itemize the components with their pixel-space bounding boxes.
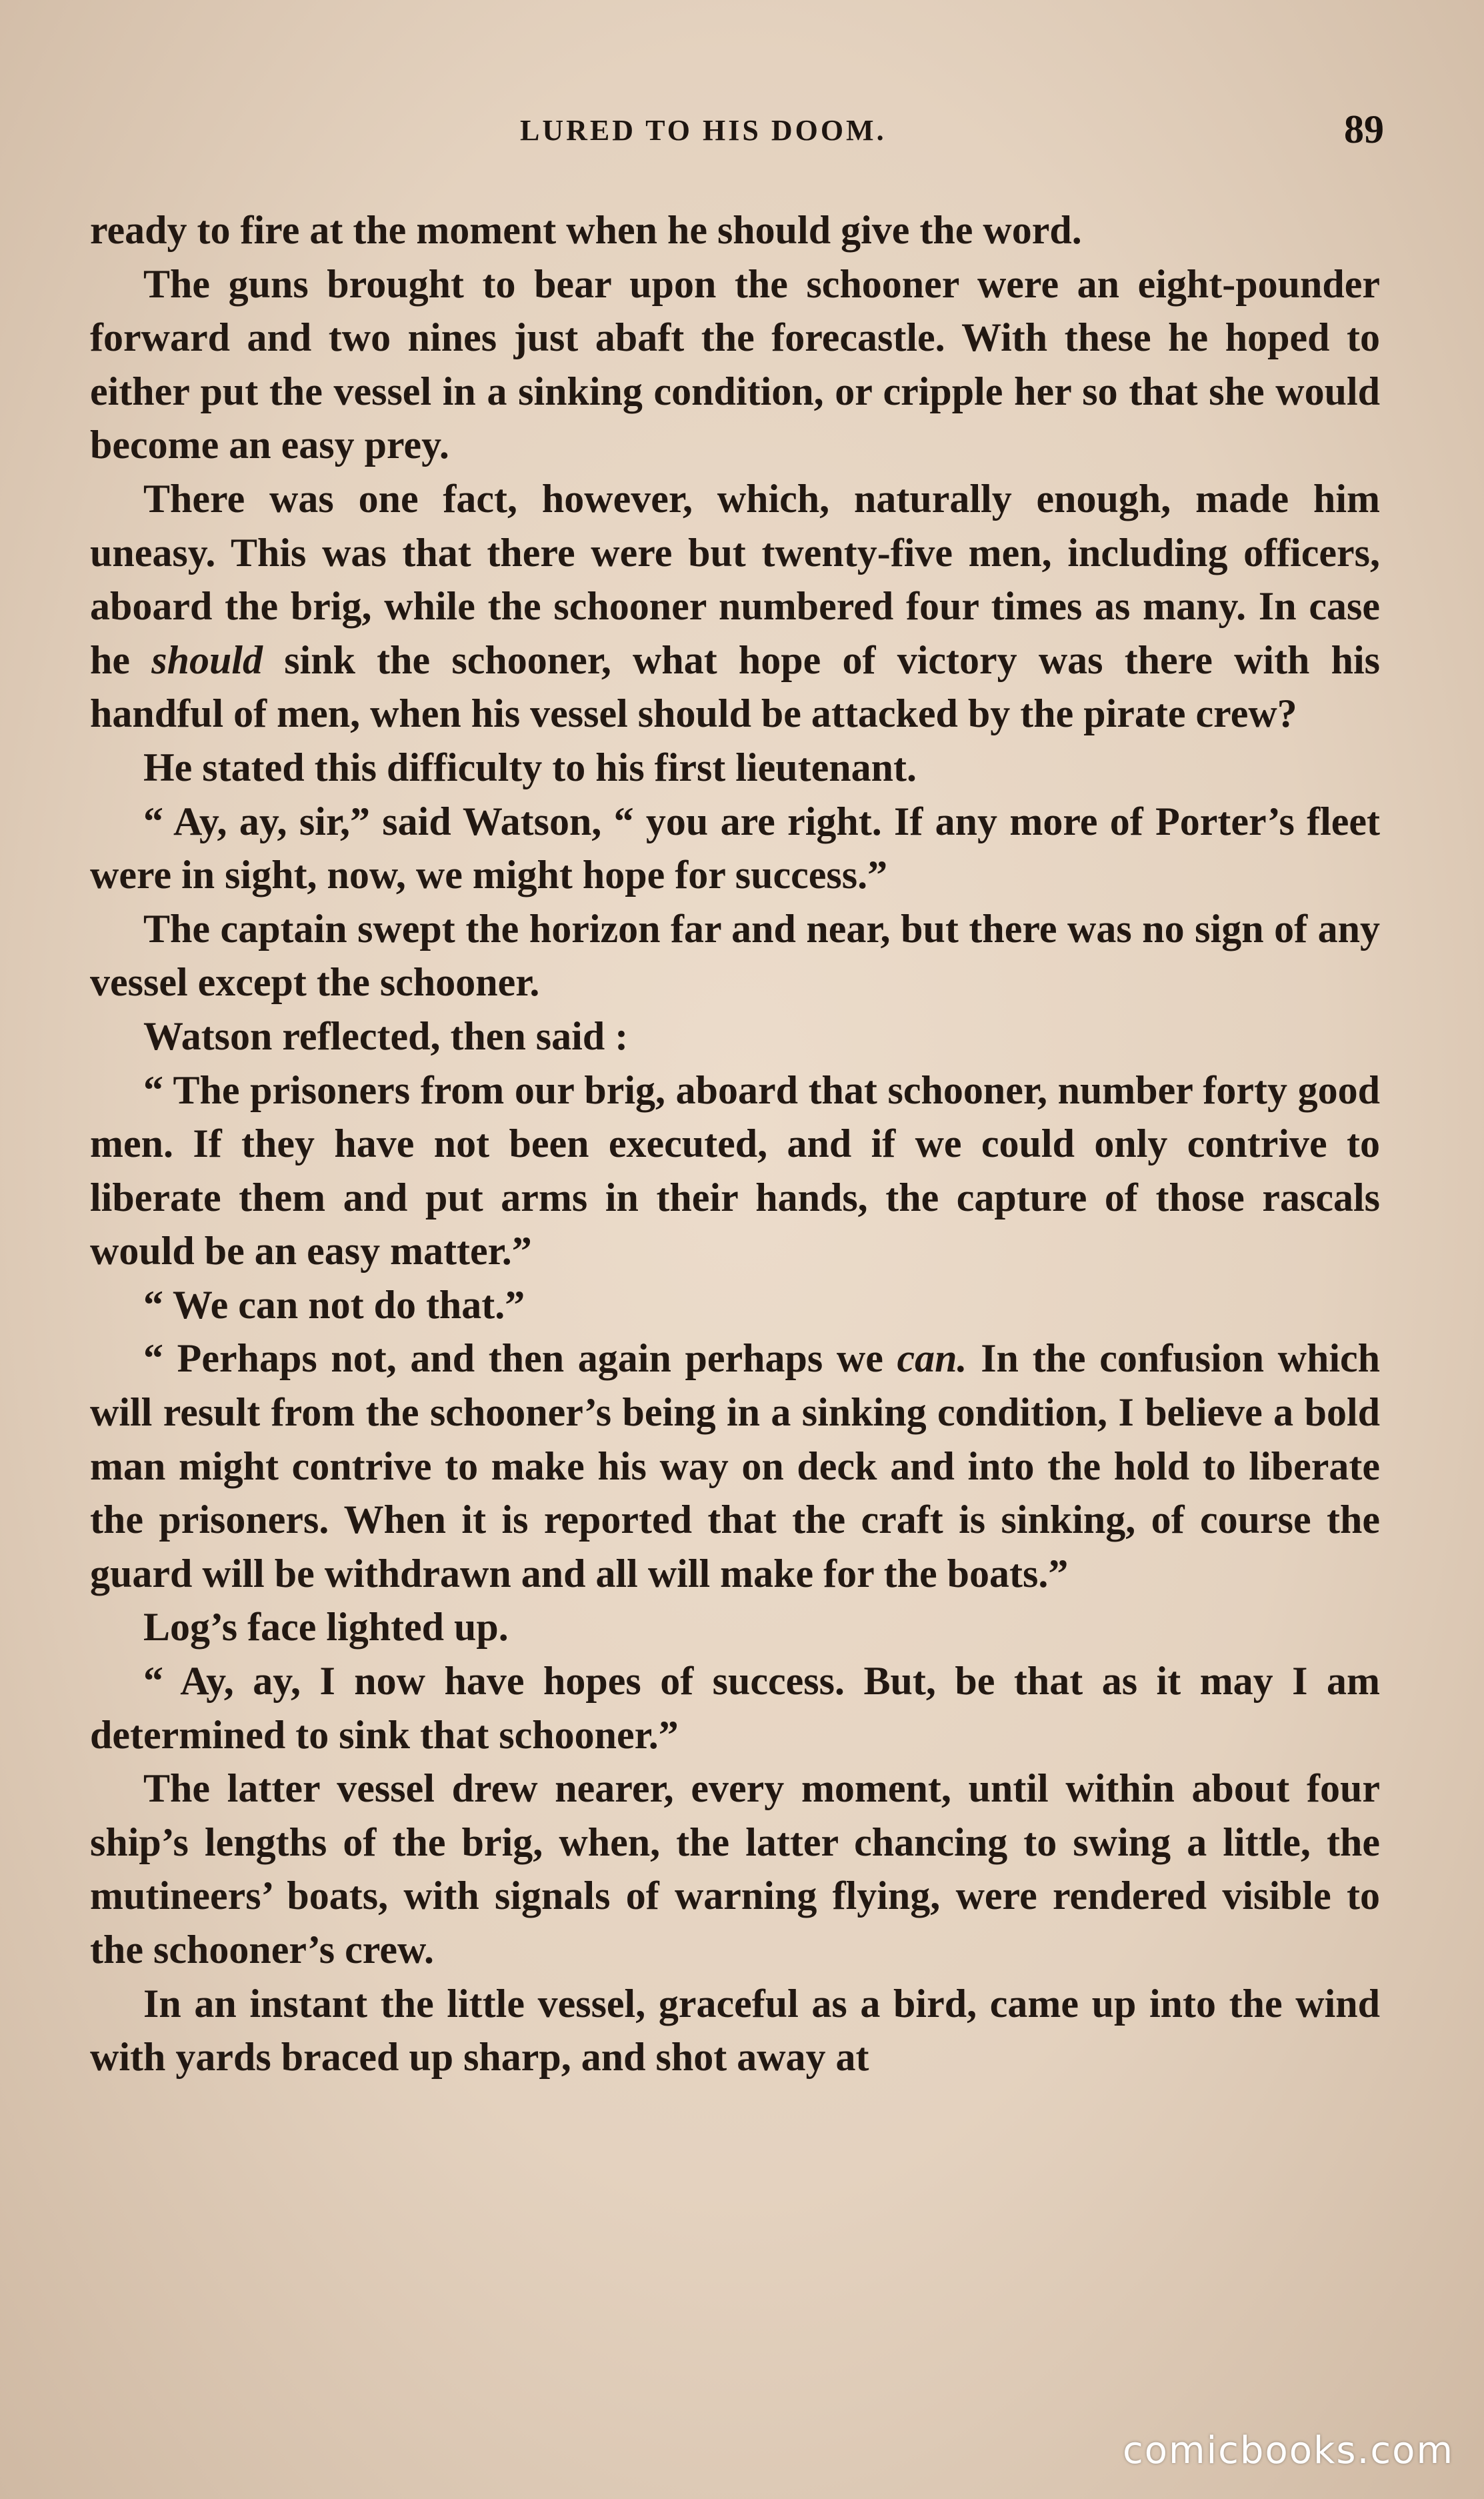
page-header [0, 100, 1484, 180]
paragraph [90, 1332, 1380, 1600]
paragraph: In an instant the little vessel, graceful as a bird, came up into the wind with yards braced up sharp, and shot away at [90, 1981, 1380, 2080]
paragraph: The guns brought to bear upon the schooner were an eight-pounder forward and two nines just abaft the forecastle. With these he hoped to either put the vessel in a sinking condition, or cripple her so that she would become an easy prey. [90, 261, 1380, 467]
running-title: LURED TO HIS DOOM. [520, 114, 887, 147]
page-number: 89 [1344, 107, 1384, 151]
paragraph: “ Ay, ay, sir,” said Watson, “ you are right. If any more of Porter’s fleet were in sight, now, we might hope for success.” [90, 799, 1380, 897]
italic-word: should [151, 637, 263, 682]
paragraph-text: There was one fact, however, which, naturally enough, made him uneasy. This was that there were but twenty-five men, including officers, aboard the brig, while the schooner numbered four times as many. In case he [90, 476, 1380, 682]
paragraph: ready to fire at the moment when he should give the word. [90, 208, 1082, 252]
paragraph: He stated this difficulty to his first lieutenant. [143, 745, 917, 789]
paragraph: “ Ay, ay, I now have hopes of success. But, be that as it may I am determined to sink that schooner.” [90, 1659, 1380, 1757]
paragraph: Log’s face lighted up. [143, 1605, 509, 1650]
paragraph-text: In the confusion which will result from the schooner’s being in a sinking condition, I believe a bold man might contrive to make his way on deck and into the hold to liberate the prisoners. When it is reported that the craft is sinking, of course the guard will be withdrawn and all will make for the boats.” [90, 1336, 1381, 1596]
paragraph: Watson reflected, then said : [143, 1013, 629, 1058]
paragraph: “ The prisoners from our brig, aboard that schooner, number forty good men. If they have not been executed, and if we could only contrive to liberate them and put arms in their hands, the capture of those rascals would be an easy matter.” [90, 1067, 1380, 1274]
paragraph-text: “ Perhaps not, and then again perhaps we [143, 1336, 883, 1381]
watermark: comicbooks.com [1122, 2429, 1454, 2472]
body-text [90, 203, 1380, 2084]
paragraph [90, 472, 1380, 741]
paragraph-text: sink the schooner, what hope of victory was there with his handful of men, when his vessel should be attacked by the pirate crew? [90, 637, 1381, 736]
paragraph: “ We can not do that.” [143, 1282, 525, 1327]
paragraph: The captain swept the horizon far and near, but there was no sign of any vessel except the schooner. [90, 906, 1380, 1005]
paragraph: The latter vessel drew nearer, every moment, until within about four ship’s lengths of the brig, when, the latter chancing to swing a little, the mutineers’ boats, with signals of warning flying, were rendered visible to the schooner’s crew. [90, 1766, 1380, 1972]
italic-word: can. [897, 1336, 967, 1381]
